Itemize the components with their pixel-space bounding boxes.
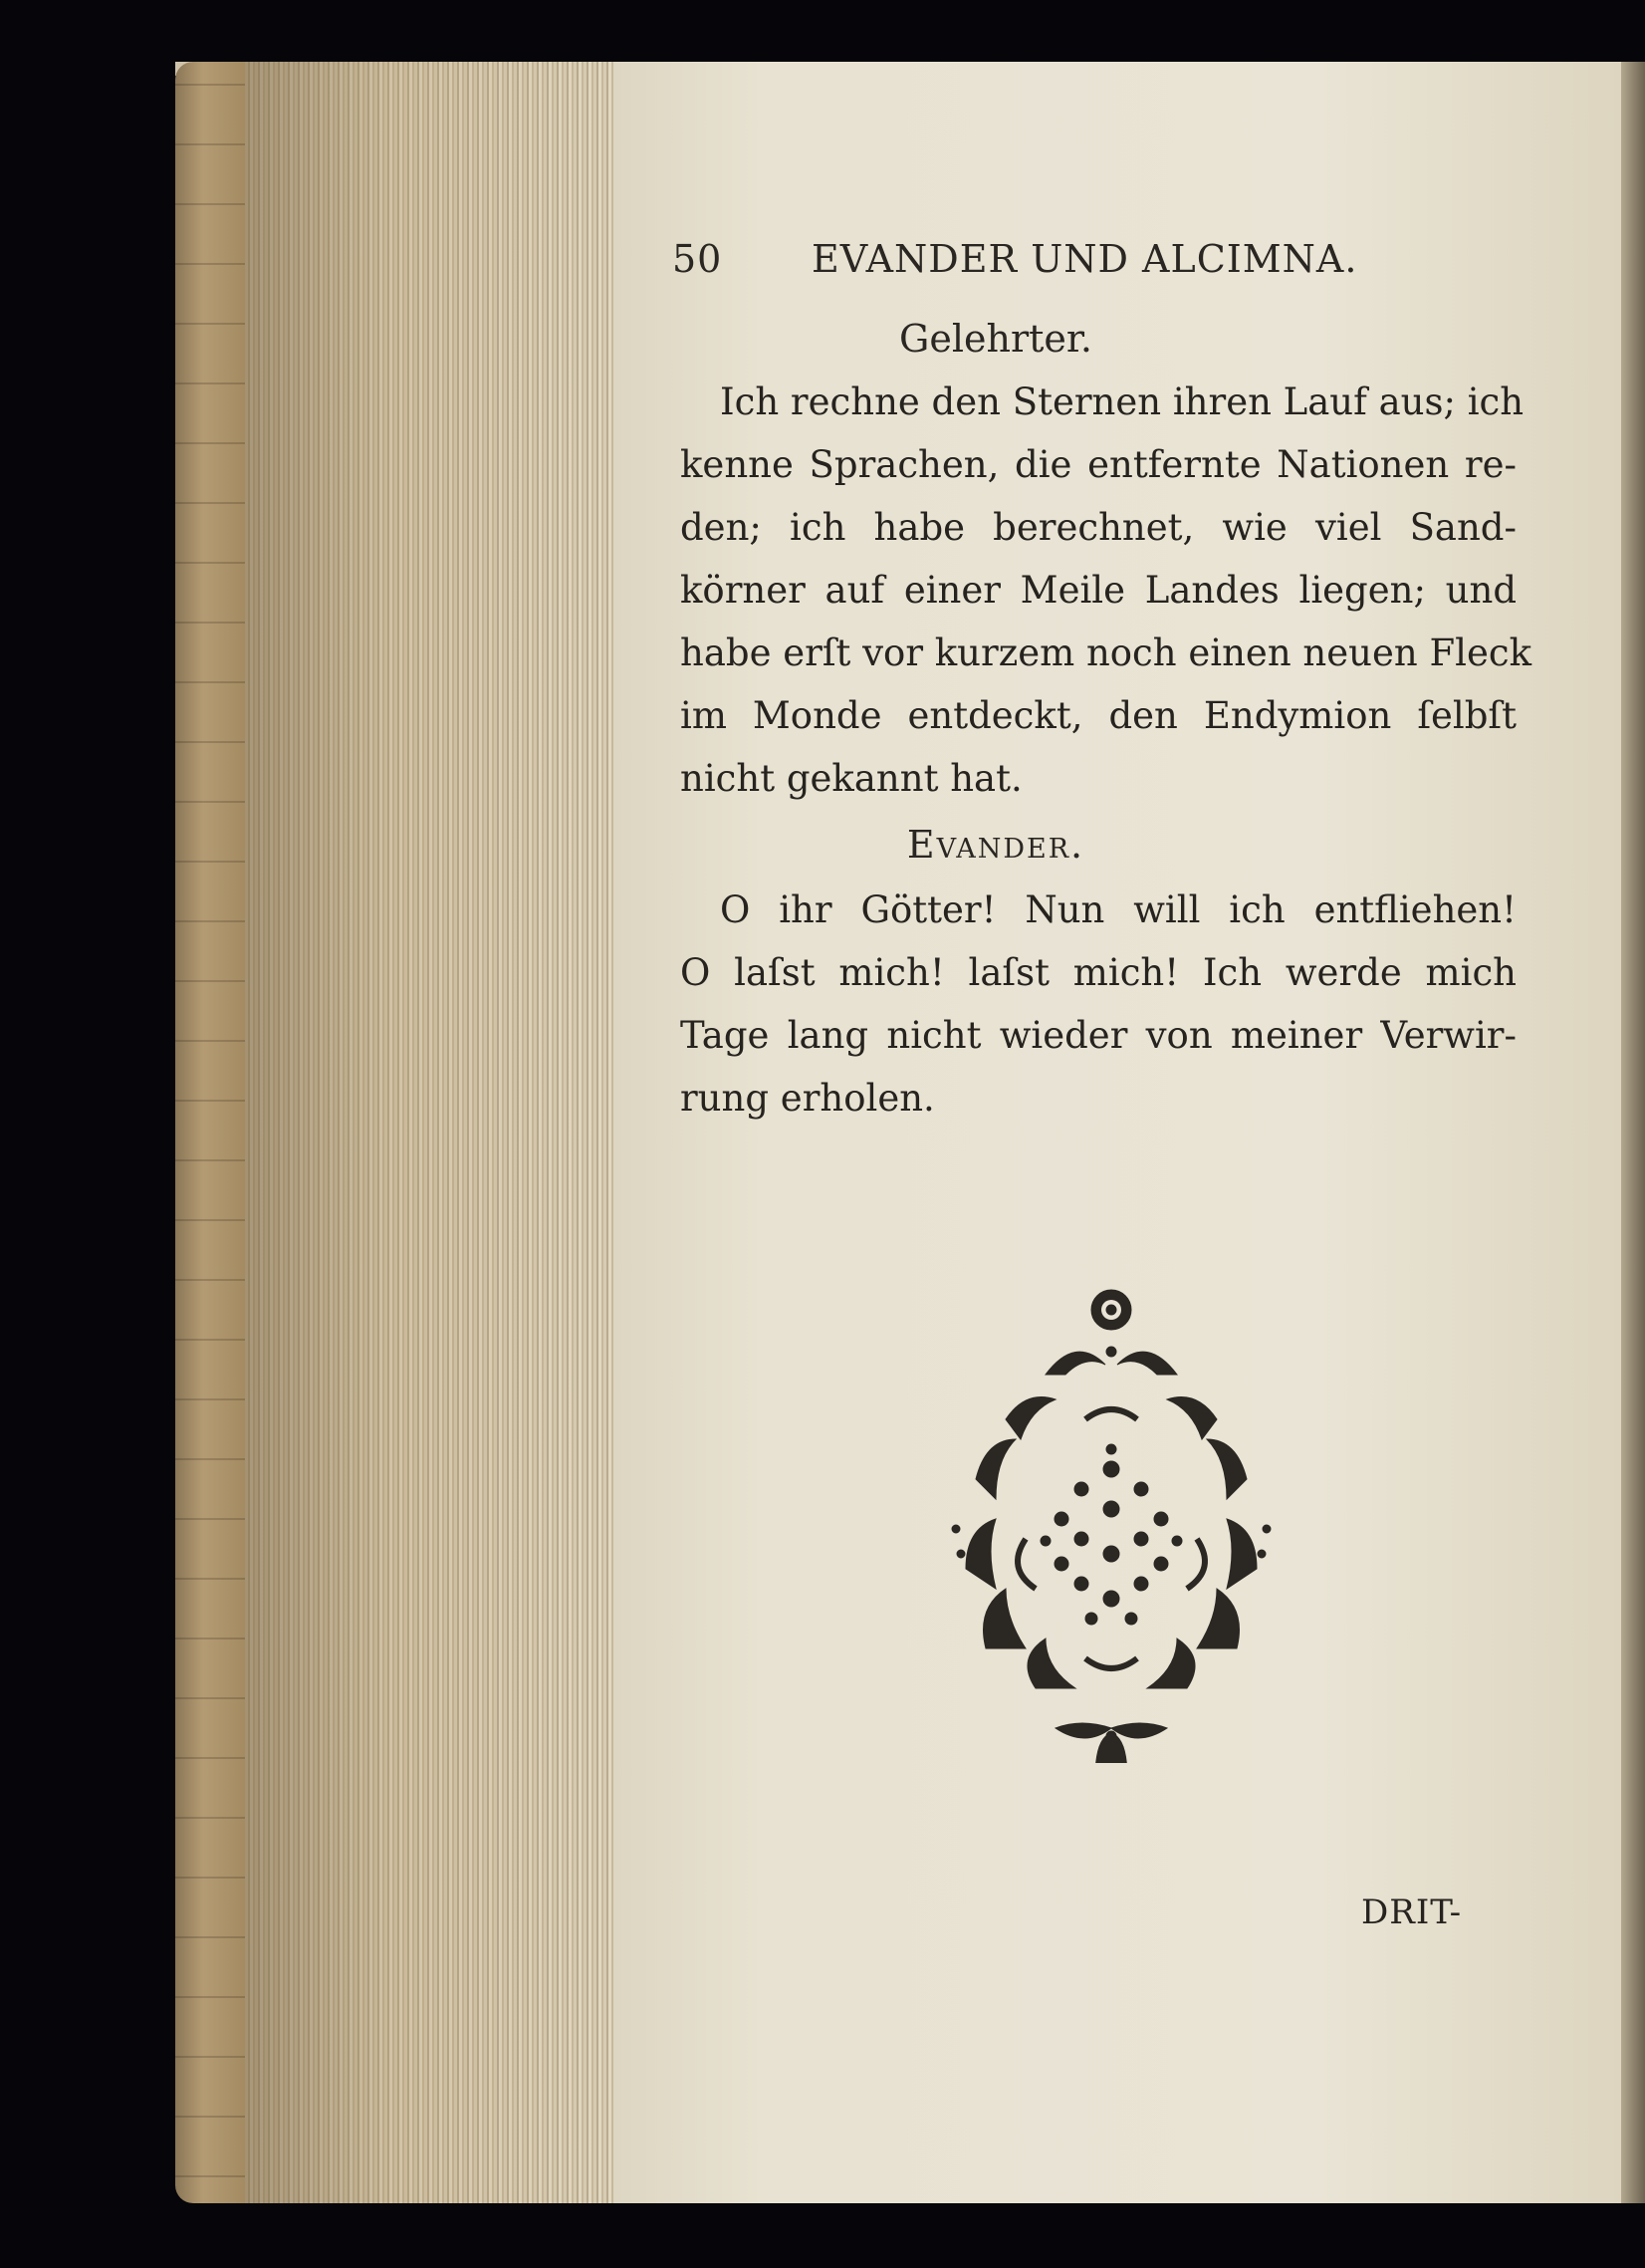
speaker-name-gelehrter: Gelehrter. bbox=[899, 317, 1092, 361]
text-line: O ihr Götter! Nun will ich entfliehen! bbox=[720, 888, 1517, 931]
floral-ornament-icon bbox=[936, 1280, 1314, 1763]
speech-paragraph-2 bbox=[680, 879, 1517, 1130]
page-edges-shade bbox=[245, 62, 613, 2203]
running-header bbox=[672, 237, 1429, 297]
text-line: körner auf einer Meile Landes liegen; und bbox=[680, 569, 1517, 612]
text-line: im Monde entdeckt, den Endymion ſelbſt bbox=[680, 694, 1517, 737]
running-title: EVANDER UND ALCIMNA. bbox=[812, 237, 1358, 281]
spine-texture bbox=[175, 62, 245, 2203]
text-line: habe erſt vor kurzem noch einen neuen Fleck bbox=[680, 631, 1531, 674]
text-line: rung erholen. bbox=[680, 1077, 935, 1120]
text-line: kenne Sprachen, die entfernte Nationen re- bbox=[680, 443, 1517, 486]
gutter-shadow bbox=[1621, 62, 1645, 2203]
speaker-name-evander: Evander. bbox=[906, 823, 1085, 867]
text-line: nicht gekannt hat. bbox=[680, 757, 1023, 800]
catchword: DRIT- bbox=[1361, 1892, 1463, 1932]
text-line: Ich rechne den Sternen ihren Lauf aus; ich bbox=[720, 380, 1525, 423]
text-line: O laſst mich! laſst mich! Ich werde mich bbox=[680, 951, 1517, 994]
page-number: 50 bbox=[672, 237, 723, 281]
speech-paragraph-1 bbox=[680, 371, 1531, 810]
text-line: Tage lang nicht wieder von meiner Verwir- bbox=[680, 1014, 1517, 1057]
text-line: den; ich habe berechnet, wie viel Sand- bbox=[680, 506, 1517, 549]
